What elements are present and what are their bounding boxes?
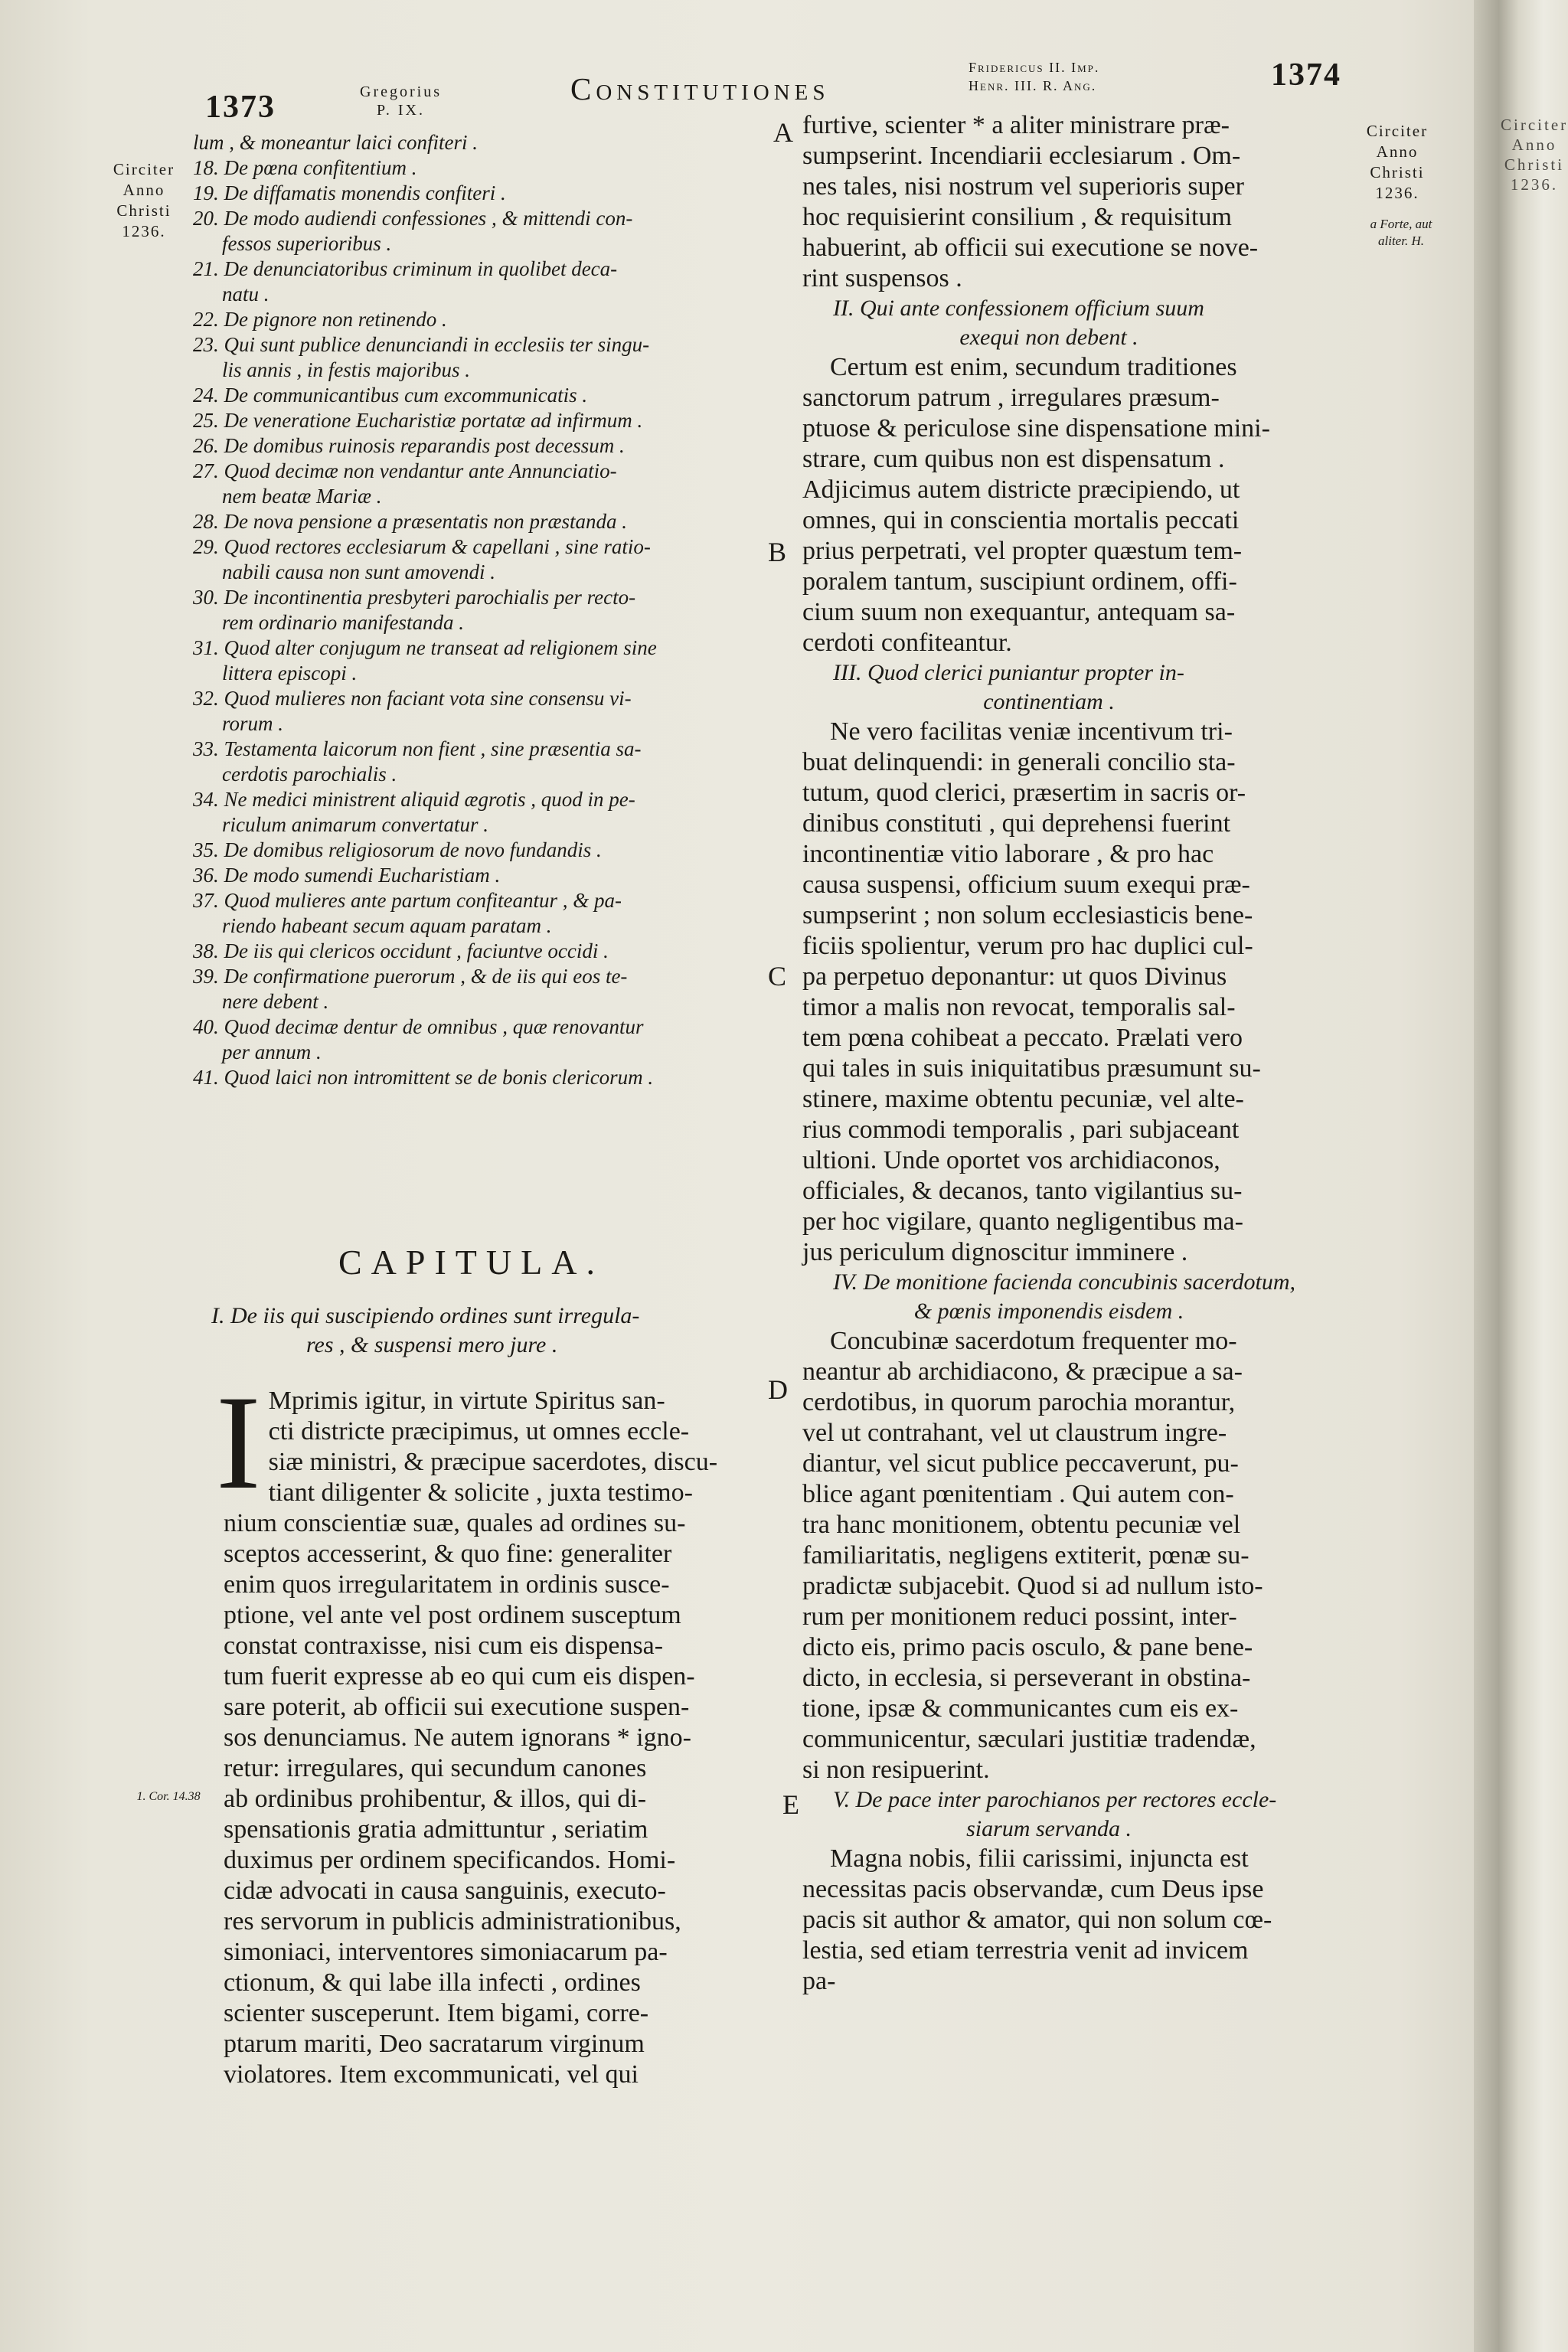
heading-line: & pœnis imponendis eisdem . <box>913 1298 1184 1324</box>
index-entry: 26. De domibus ruinosis reparandis post decessum . <box>193 434 625 457</box>
index-entry-continued: natu . <box>222 283 270 305</box>
margin-note-line: Anno <box>1376 142 1419 161</box>
text-line: cidæ advocati in causa sanguinis, executo- <box>224 1877 666 1905</box>
index-entry-continued: per annum . <box>222 1040 322 1063</box>
text-line: stinere, maxime obtentu pecuniæ, vel alte- <box>802 1085 1244 1113</box>
margin-note-line: a Forte, aut <box>1370 217 1432 231</box>
index-entry: 32. Quod mulieres non faciant vota sine consensu vi- <box>193 687 632 710</box>
index-entry: 39. De confirmatione puerorum , & de iis qui eos te- <box>193 965 628 988</box>
index-entry: 23. Qui sunt publice denunciandi in ecclesiis ter singu- <box>193 333 650 356</box>
text-line: ptione, vel ante vel post ordinem susceptum <box>224 1601 681 1629</box>
text-line: spensationis gratia admittuntur , seriatim <box>224 1815 648 1844</box>
margin-note-line: Christi <box>1504 155 1565 174</box>
text-line: tutum, quod clerici, præsertim in sacris or- <box>802 779 1246 807</box>
text-line: pacis sit author & amator, qui non solum cœ- <box>802 1906 1272 1934</box>
margin-note-line: Circiter <box>113 160 175 178</box>
text-line: tra hanc monitionem, obtentu pecuniæ vel <box>802 1511 1241 1539</box>
text-line: hoc requisierint consilium , & requisitum <box>802 203 1232 231</box>
text-line: rint suspensos . <box>802 264 962 292</box>
text-line: neantur ab archidiacono, & præcipue a sa- <box>802 1357 1243 1386</box>
text-line: communicentur, sæculari justitiæ tradendæ, <box>802 1725 1256 1753</box>
text-line: tum fuerit expresse ab eo qui cum eis dispen- <box>224 1662 695 1690</box>
index-entry: 37. Quod mulieres ante partum confiteantur , & pa- <box>193 889 622 912</box>
chapter-heading <box>802 294 1295 352</box>
text-line: tiant diligenter & solicite , juxta testimo- <box>268 1478 693 1507</box>
index-entry-continued: lis annis , in festis majoribus . <box>222 358 471 381</box>
text-line: blice agant pœnitentiam . Qui autem con- <box>802 1480 1234 1508</box>
index-entry: 34. Ne medici ministrent aliquid ægrotis , quod in pe- <box>193 788 635 811</box>
running-head-line: Fridericus II. Imp. <box>969 60 1100 75</box>
heading-line: II. Qui ante confessionem officium suum <box>833 296 1204 321</box>
margin-note-right <box>1355 121 1439 204</box>
text-line: per hoc vigilare, quanto negligentibus ma- <box>802 1207 1243 1236</box>
text-line: officiales, & decanos, tanto vigilantius su- <box>802 1177 1243 1205</box>
chapter-heading-continued: res , & suspensi mero jure . <box>306 1332 558 1357</box>
margin-letter-b: B <box>768 537 787 567</box>
index-entry: 18. De pœna confitentium . <box>193 156 417 179</box>
text-line: Magna nobis, filii carissimi, injuncta est <box>830 1844 1249 1873</box>
text-line: simoniaci, interventores simoniacarum pa- <box>224 1938 668 1966</box>
text-line: rum per monitionem reduci possint, inter- <box>802 1602 1237 1631</box>
index-entry: 38. De iis qui clericos occidunt , faciuntve occidi . <box>193 939 609 962</box>
text-line: causa suspensi, officium suum exequi præ- <box>802 871 1250 899</box>
index-entry: 36. De modo sumendi Eucharistiam . <box>193 864 501 887</box>
text-line: buat delinquendi: in generali concilio sta- <box>802 748 1236 776</box>
text-line: furtive, scienter * a aliter ministrare præ- <box>802 111 1230 139</box>
text-line: sanctorum patrum , irregulares præsum- <box>802 384 1220 412</box>
heading-line: III. Quod clerici puniantur propter in- <box>833 660 1184 685</box>
page-number-right: 1374 <box>1271 57 1341 93</box>
index-entry-continued: rem ordinario manifestanda . <box>222 611 464 634</box>
book-gutter <box>1474 0 1568 2352</box>
right-column-text <box>802 110 1295 1997</box>
text-block <box>802 717 1295 1268</box>
index-entry-continued: riendo habeant secum aquam paratam . <box>222 914 552 937</box>
text-line: sos denunciamus. Ne autem ignorans * igno- <box>224 1723 691 1752</box>
margin-note-line: 1236. <box>1375 184 1419 202</box>
text-line: Concubinæ sacerdotum frequenter mo- <box>830 1327 1237 1355</box>
running-head-line: Henr. III. R. Ang. <box>969 78 1097 93</box>
text-line: vel ut contrahant, vel ut claustrum ingre- <box>802 1419 1227 1447</box>
text-line: constat contraxisse, nisi cum eis dispensa- <box>224 1632 664 1660</box>
text-block <box>802 110 1295 294</box>
index-entry: 35. De domibus religiosorum de novo fundandis . <box>193 838 602 861</box>
margin-note-line: Anno <box>122 181 165 199</box>
text-line: cerdoti confiteantur. <box>802 629 1012 657</box>
text-line: rius commodi temporalis , pari subjaceant <box>802 1116 1240 1144</box>
text-line: cerdotibus, in quorum parochia morantur, <box>802 1388 1236 1416</box>
index-entry: 25. De veneratione Eucharistiæ portatæ ad infirmum . <box>193 409 643 432</box>
text-line: sare poterit, ab officii sui executione suspen- <box>224 1693 690 1721</box>
text-line: retur: irregulares, qui secundum canones <box>224 1754 647 1782</box>
chapter-heading <box>802 658 1295 717</box>
margin-note-line: Anno <box>1511 136 1557 154</box>
text-line: prius perpetrati, vel propter quæstum tem- <box>802 537 1243 565</box>
capitula-heading: CAPITULA. <box>338 1243 604 1282</box>
running-head-right <box>969 58 1099 95</box>
text-line: Ne vero facilitas veniæ incentivum tri- <box>830 717 1233 746</box>
text-line: siæ ministri, & præcipue sacerdotes, discu- <box>268 1448 718 1476</box>
text-line: pa perpetuo deponantur: ut quos Divinus <box>802 962 1227 991</box>
page-number-left: 1373 <box>205 90 276 125</box>
margin-note-line: Christi <box>116 201 172 220</box>
index-entry: 29. Quod rectores ecclesiarum & capellani , sine ratio- <box>193 535 651 558</box>
heading-line: V. De pace inter parochianos per rectores eccle- <box>833 1787 1277 1812</box>
text-line: duximus per ordinem specificandos. Homi- <box>224 1846 676 1874</box>
margin-note-line: Circiter <box>1366 122 1429 140</box>
index-entry: 21. De denunciatoribus criminum in quolibet deca- <box>193 257 618 280</box>
text-line: res servorum in publicis administrationibus, <box>224 1907 681 1936</box>
text-line: poralem tantum, suscipiunt ordinem, offi- <box>802 567 1237 596</box>
margin-note-line: 1236. <box>122 222 166 240</box>
index-entry-continued: nere debent . <box>222 990 329 1013</box>
index-entry-continued: nem beatæ Mariæ . <box>222 485 382 508</box>
text-line: scienter susceperunt. Item bigami, corre- <box>224 1999 649 2027</box>
margin-note-line: 1236. <box>1510 175 1559 194</box>
index-entry: lum , & moneantur laici confiteri . <box>193 131 478 154</box>
margin-letter-c: C <box>768 961 787 991</box>
index-entry: 24. De communicantibus cum excommunicatis . <box>193 384 588 407</box>
text-line: dicto eis, primo pacis osculo, & pane bene- <box>802 1633 1253 1661</box>
text-line: qui tales in suis iniquitatibus præsumunt su- <box>802 1054 1261 1083</box>
text-line: sumpserint ; non solum ecclesiasticis bene- <box>802 901 1253 929</box>
margin-note-line: Christi <box>1370 163 1425 181</box>
margin-scripture-reference: 1. Cor. 14.38 <box>136 1790 201 1803</box>
index-entry: 31. Quod alter conjugum ne transeat ad religionem sine <box>193 636 657 659</box>
text-line: ptarum mariti, Deo sacratarum virginum <box>224 2030 645 2058</box>
text-line: nium conscientiæ suæ, quales ad ordines su- <box>224 1509 686 1537</box>
text-line: ficiis spolientur, verum pro hac duplici cul- <box>802 932 1253 960</box>
text-line: Mprimis igitur, in virtute Spiritus san- <box>268 1387 665 1415</box>
drop-cap: I <box>216 1368 261 1517</box>
next-page-margin-note <box>1501 115 1568 194</box>
text-block <box>802 1326 1295 1785</box>
text-line: lestia, sed etiam terrestria venit ad invicem <box>802 1936 1249 1965</box>
chapter-heading <box>802 1268 1295 1326</box>
text-line: dinibus constituti , qui deprehensi fuerint <box>802 809 1231 838</box>
heading-line: continentiam . <box>983 689 1115 714</box>
running-head-line: Gregorius <box>360 83 442 100</box>
index-entry: 40. Quod decimæ dentur de omnibus , quæ renovantur <box>193 1015 644 1038</box>
text-line: timor a malis non revocat, temporalis sal- <box>802 993 1236 1021</box>
text-line: tione, ipsæ & communicantes cum eis ex- <box>802 1694 1239 1723</box>
text-line: enim quos irregularitatem in ordinis susce- <box>224 1570 670 1599</box>
text-block <box>802 352 1295 658</box>
text-line: diantur, vel sicut publice peccaverunt, pu- <box>802 1449 1239 1478</box>
text-line: omnes, qui in conscientia mortalis peccati <box>802 506 1240 534</box>
index-entry: 20. De modo audiendi confessiones , & mittendi con- <box>193 207 633 230</box>
index-entry-continued: cerdotis parochialis . <box>222 763 397 786</box>
index-entry-continued: nabili causa non sunt amovendi . <box>222 560 495 583</box>
index-entry: 41. Quod laici non intromittent se de bonis clericorum . <box>193 1066 654 1089</box>
index-entry-continued: fessos superioribus . <box>222 232 392 255</box>
text-line: habuerint, ab officii sui executione se nove- <box>802 234 1259 262</box>
text-line: ptuose & periculose sine dispensatione mini- <box>802 414 1270 443</box>
page-title: Constitutiones <box>570 71 830 106</box>
text-line: dicto, in ecclesia, si perseverant in obstina- <box>802 1664 1251 1692</box>
text-line: familiaritatis, negligens extiterit, pœnæ su- <box>802 1541 1250 1570</box>
text-line: cti districte præcipimus, ut omnes eccle- <box>268 1417 690 1446</box>
text-block <box>802 1844 1295 1997</box>
index-entry-continued: rorum . <box>222 712 284 735</box>
index-entry: 22. De pignore non retinendo . <box>193 308 447 331</box>
text-line: strare, cum quibus non est dispensatum . <box>802 445 1225 473</box>
index-entry: 27. Quod decimæ non vendantur ante Annunciatio- <box>193 459 617 482</box>
text-line: jus periculum dignoscitur imminere . <box>802 1238 1188 1266</box>
heading-line: siarum servanda . <box>966 1816 1132 1841</box>
text-line: ab ordinibus prohibentur, & illos, qui di- <box>224 1785 647 1813</box>
text-line: pradictæ subjacebit. Quod si ad nullum isto- <box>802 1572 1263 1600</box>
chapter-text <box>216 1368 718 2090</box>
chapter-heading: I. De iis qui suscipiendo ordines sunt irregula- <box>211 1303 640 1328</box>
text-line: si non resipuerint. <box>802 1756 990 1784</box>
index-entry-continued: littera episcopi . <box>222 662 358 684</box>
text-line: necessitas pacis observandæ, cum Deus ipse <box>802 1875 1264 1903</box>
index-entry: 30. De incontinentia presbyteri parochialis per recto- <box>193 586 636 609</box>
margin-letter-e: E <box>782 1789 799 1820</box>
running-head-left <box>360 83 442 119</box>
index-entry: 19. De diffamatis monendis confiteri . <box>193 181 506 204</box>
text-line: incontinentiæ vitio laborare , & pro hac <box>802 840 1214 868</box>
chapter-index-list <box>193 130 657 1090</box>
margin-note-left <box>90 159 198 242</box>
running-head-line: P. IX. <box>376 102 425 119</box>
text-line: tem pœna cohibeat a peccato. Prælati vero <box>802 1024 1243 1052</box>
heading-line: exequi non debent . <box>959 325 1138 350</box>
text-line: ultioni. Unde oportet vos archidiaconos, <box>802 1146 1220 1174</box>
text-line: violatores. Item excommunicati, vel qui <box>224 2060 639 2089</box>
margin-note-line: aliter. H. <box>1378 234 1424 248</box>
text-line: cium suum non exequantur, antequam sa- <box>802 598 1236 626</box>
text-line: sceptos accesserint, & quo fine: generaliter <box>224 1540 672 1568</box>
text-line: Adjicimus autem districte præcipiendo, ut <box>802 475 1240 504</box>
margin-letter-a: A <box>773 117 793 148</box>
index-entry-continued: riculum animarum convertatur . <box>222 813 488 836</box>
margin-note-right-variant <box>1355 216 1447 250</box>
index-entry: 33. Testamenta laicorum non fient , sine præsentia sa- <box>193 737 642 760</box>
text-line: sumpserint. Incendiarii ecclesiarum . Om- <box>802 142 1241 170</box>
text-line: nes tales, nisi nostrum vel superioris super <box>802 172 1244 201</box>
margin-letter-d: D <box>768 1374 788 1405</box>
text-line: ctionum, & qui labe illa infecti , ordines <box>224 1968 641 1997</box>
chapter-heading <box>802 1785 1295 1844</box>
text-line: Certum est enim, secundum traditiones <box>830 353 1237 381</box>
index-entry: 28. De nova pensione a præsentatis non præstanda . <box>193 510 627 533</box>
text-line: pa- <box>802 1967 836 1995</box>
heading-line: IV. De monitione facienda concubinis sacerdotum, <box>833 1269 1296 1295</box>
chapter-1 <box>211 1302 718 2090</box>
margin-note-line: Circiter <box>1501 116 1568 134</box>
